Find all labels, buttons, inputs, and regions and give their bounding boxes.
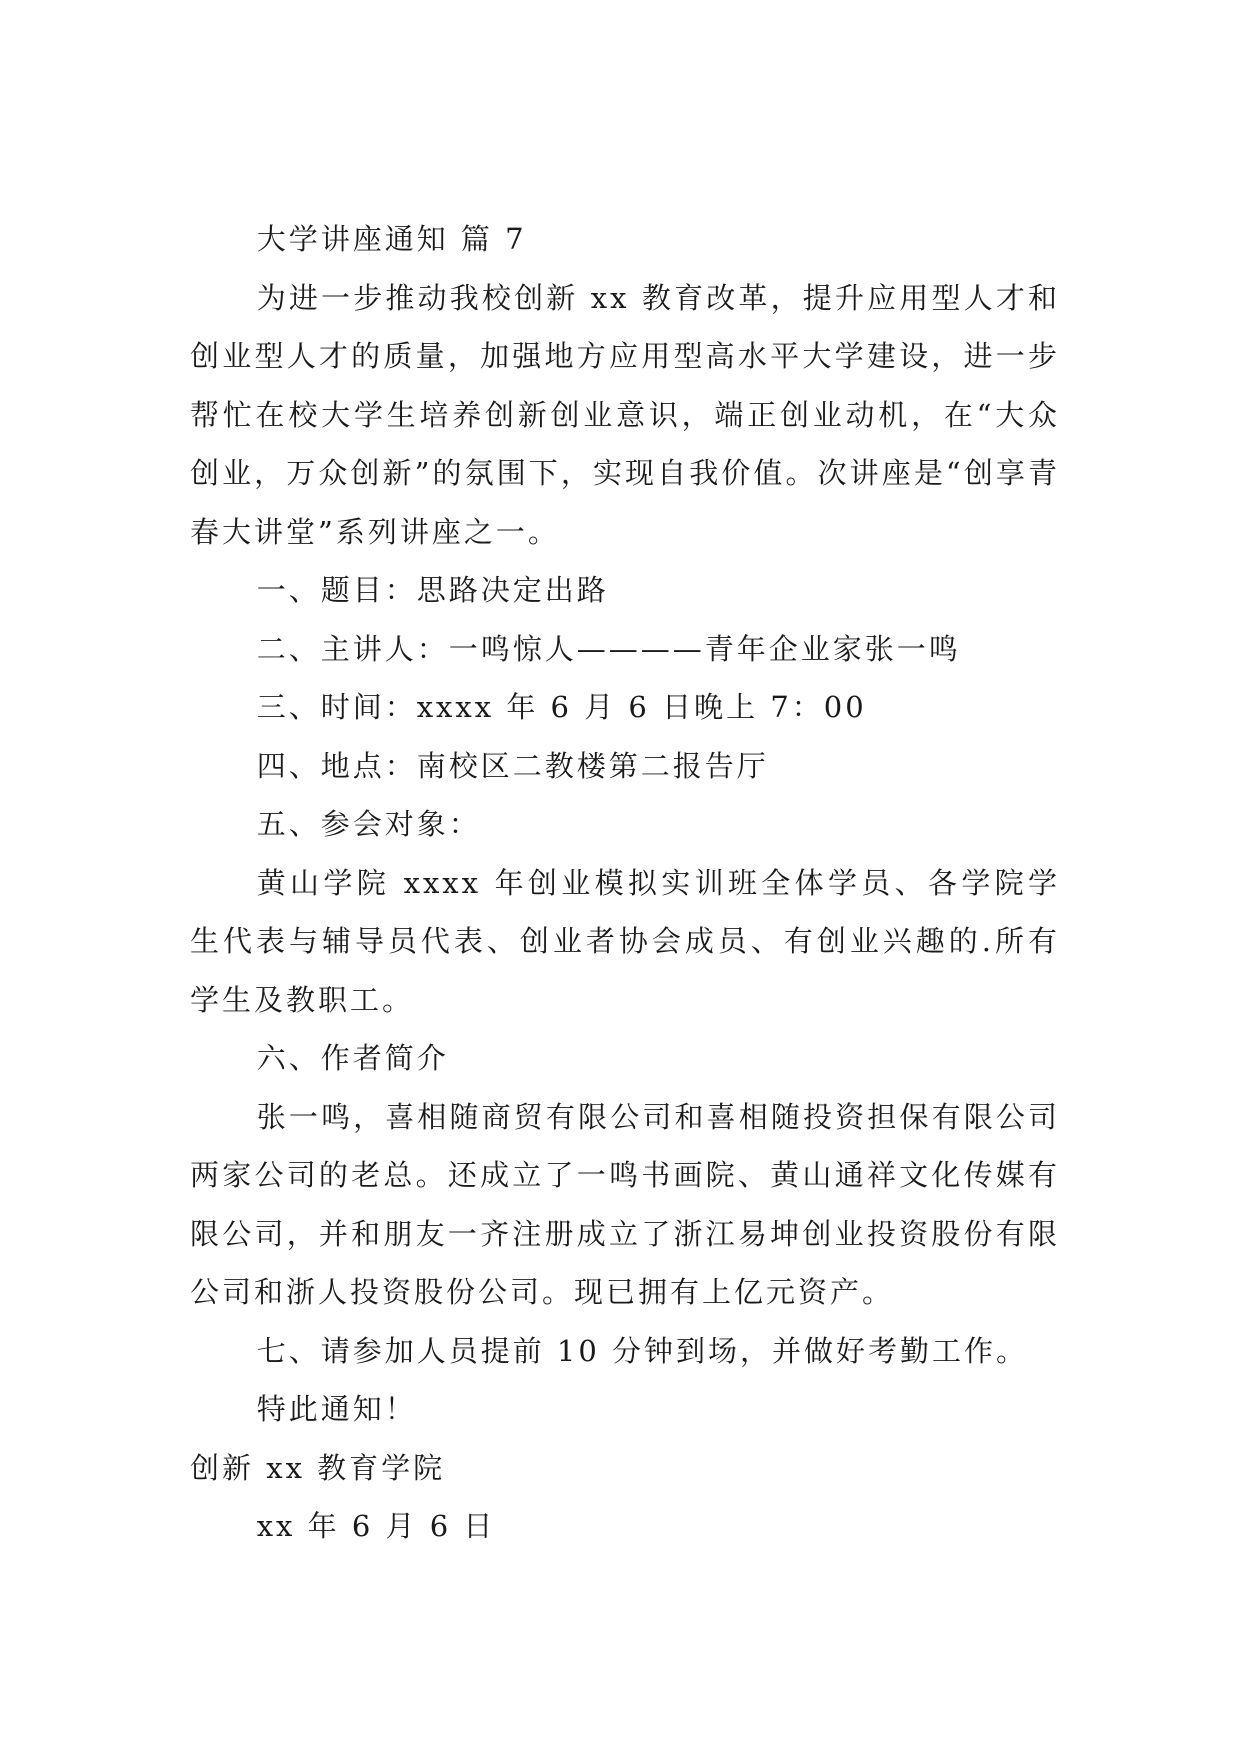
audience-paragraph: 黄山学院 xxxx 年创业模拟实训班全体学员、各学院学生代表与辅导员代表、创业者协会成员、有创业兴趣的.所有学生及教职工。 [190, 865, 1060, 1017]
attendance-item: 七、请参加人员提前 10 分钟到场，并做好考勤工作。 [256, 1333, 1029, 1368]
topic-item: 一、题目：思路决定出路 [256, 573, 609, 607]
notice-heading: 大学讲座通知 篇 7 [256, 222, 527, 256]
intro-paragraph: 为进一步推动我校创新 xx 教育改革，提升应用型人才和创业型人才的质量，加强地方应用型高水平大学建设，进一步帮忙在校大学生培养创新创业意识，端正创业动机，在“大众创业，万众创新”的氛围下，实现自我价值。次讲座是“创享青春大讲堂”系列讲座之一。 [190, 280, 1060, 549]
bio-label: 六、作者简介 [256, 1041, 449, 1075]
signature: 创新 xx 教育学院 [190, 1450, 446, 1485]
closing-line: 特此通知！ [256, 1392, 417, 1426]
date-line: xx 年 6 月 6 日 [256, 1509, 496, 1543]
document-body [190, 210, 1060, 1556]
place-item: 四、地点：南校区二教楼第二报告厅 [256, 748, 769, 783]
time-item: 三、时间：xxxx 年 6 月 6 日晚上 7：00 [256, 690, 867, 724]
audience-label: 五、参会对象： [256, 807, 481, 841]
bio-paragraph: 张一鸣，喜相随商贸有限公司和喜相随投资担保有限公司两家公司的老总。还成立了一鸣书画院、黄山通祥文化传媒有限公司，并和朋友一齐注册成立了浙江易坤创业投资股份有限公司和浙人投资股份公司。现已拥有上亿元资产。 [190, 1099, 1060, 1309]
speaker-item: 二、主讲人：一鸣惊人————青年企业家张一鸣 [256, 631, 961, 666]
